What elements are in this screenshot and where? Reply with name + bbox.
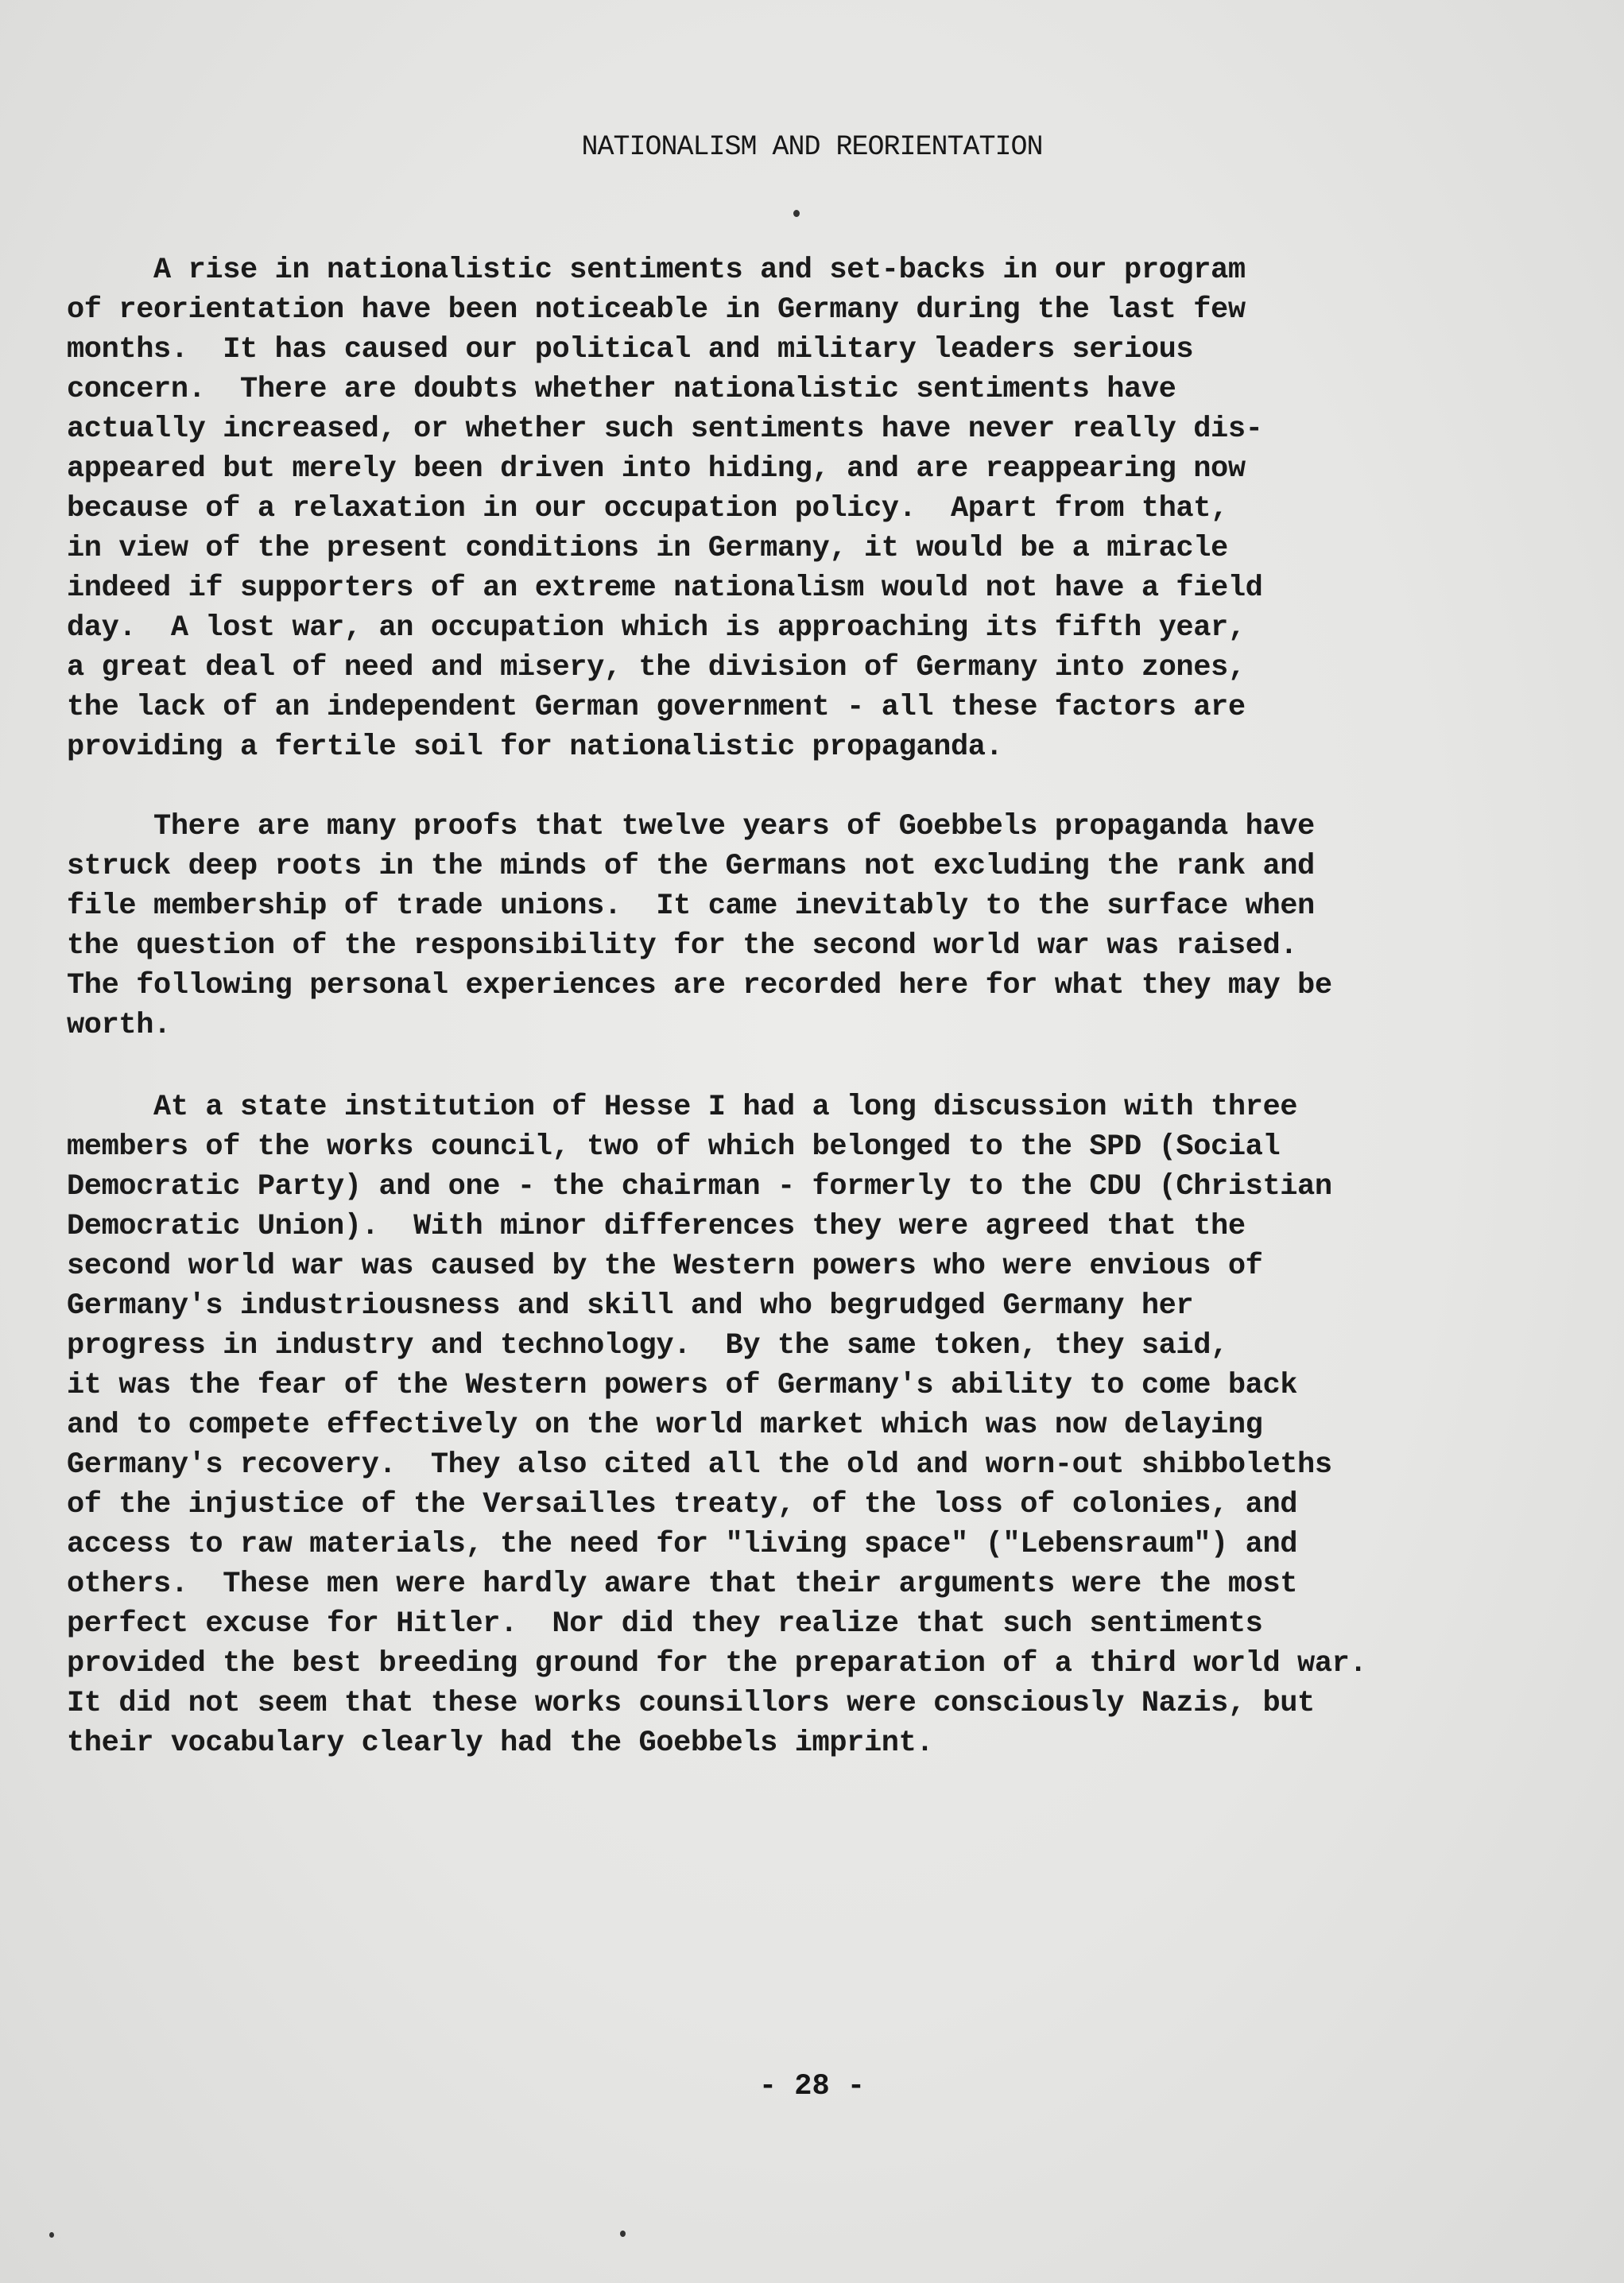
paragraph-3 (67, 1087, 1366, 1763)
text-line: it was the fear of the Western powers of Germany's ability to come back (67, 1369, 1298, 1402)
text-line: because of a relaxation in our occupation policy. Apart from that, (67, 492, 1228, 525)
text-line: At a state institution of Hesse I had a long discussion with three (67, 1091, 1298, 1124)
text-line: perfect excuse for Hitler. Nor did they realize that such sentiments (67, 1607, 1263, 1641)
paper-speck (620, 2231, 626, 2237)
text-line: provided the best breeding ground for the preparation of a third world war. (67, 1647, 1367, 1680)
text-line: members of the works council, two of which belonged to the SPD (Social (67, 1130, 1281, 1164)
text-line: day. A lost war, an occupation which is approaching its fifth year, (67, 611, 1246, 645)
paragraph-2 (67, 807, 1332, 1045)
paragraph-1 (67, 250, 1262, 767)
text-line: of the injustice of the Versailles treaty, of the loss of colonies, and (67, 1488, 1298, 1521)
page-title: NATIONALISM AND REORIENTATION (581, 131, 1043, 163)
text-line: actually increased, or whether such sentiments have never really dis- (67, 413, 1263, 446)
text-line: months. It has caused our political and military leaders serious (67, 333, 1194, 366)
text-line: progress in industry and technology. By the same token, they said, (67, 1329, 1228, 1362)
text-line: file membership of trade unions. It came inevitably to the surface when (67, 890, 1315, 923)
text-line: in view of the present conditions in Germany, it would be a miracle (67, 532, 1228, 565)
text-line: the lack of an independent German government - all these factors are (67, 691, 1246, 724)
text-line: appeared but merely been driven into hiding, and are reappearing now (67, 452, 1246, 486)
text-line: of reorientation have been noticeable in Germany during the last few (67, 293, 1246, 327)
text-line: others. These men were hardly aware that their arguments were the most (67, 1568, 1298, 1601)
text-line: Germany's industriousness and skill and who begrudged Germany her (67, 1289, 1194, 1323)
text-line: the question of the responsibility for the second world war was raised. (67, 929, 1298, 963)
text-line: and to compete effectively on the world market which was now delaying (67, 1409, 1263, 1442)
text-line: Germany's recovery. They also cited all the old and worn-out shibboleths (67, 1448, 1332, 1482)
paper-speck (49, 2232, 54, 2238)
paper-speck (793, 210, 800, 217)
page-number: - 28 - (758, 2070, 866, 2103)
text-line: Democratic Party) and one - the chairman - formerly to the CDU (Christian (67, 1170, 1332, 1204)
text-line: providing a fertile soil for nationalistic propaganda. (67, 731, 1003, 764)
text-line: concern. There are doubts whether nationalistic sentiments have (67, 373, 1176, 406)
text-line: The following personal experiences are recorded here for what they may be (67, 969, 1332, 1002)
text-line: A rise in nationalistic sentiments and set-backs in our program (67, 254, 1246, 287)
text-line: a great deal of need and misery, the division of Germany into zones, (67, 651, 1246, 684)
text-line: indeed if supporters of an extreme nationalism would not have a field (67, 572, 1263, 605)
text-line: worth. (67, 1009, 171, 1042)
text-line: There are many proofs that twelve years of Goebbels propaganda have (67, 810, 1315, 843)
text-line: their vocabulary clearly had the Goebbels imprint. (67, 1727, 934, 1760)
text-line: Democratic Union). With minor differences they were agreed that the (67, 1210, 1246, 1243)
text-line: struck deep roots in the minds of the Germans not excluding the rank and (67, 850, 1315, 883)
text-line: It did not seem that these works counsillors were consciously Nazis, but (67, 1687, 1315, 1720)
text-line: second world war was caused by the Western powers who were envious of (67, 1250, 1263, 1283)
text-line: access to raw materials, the need for "living space" ("Lebensraum") and (67, 1528, 1298, 1561)
